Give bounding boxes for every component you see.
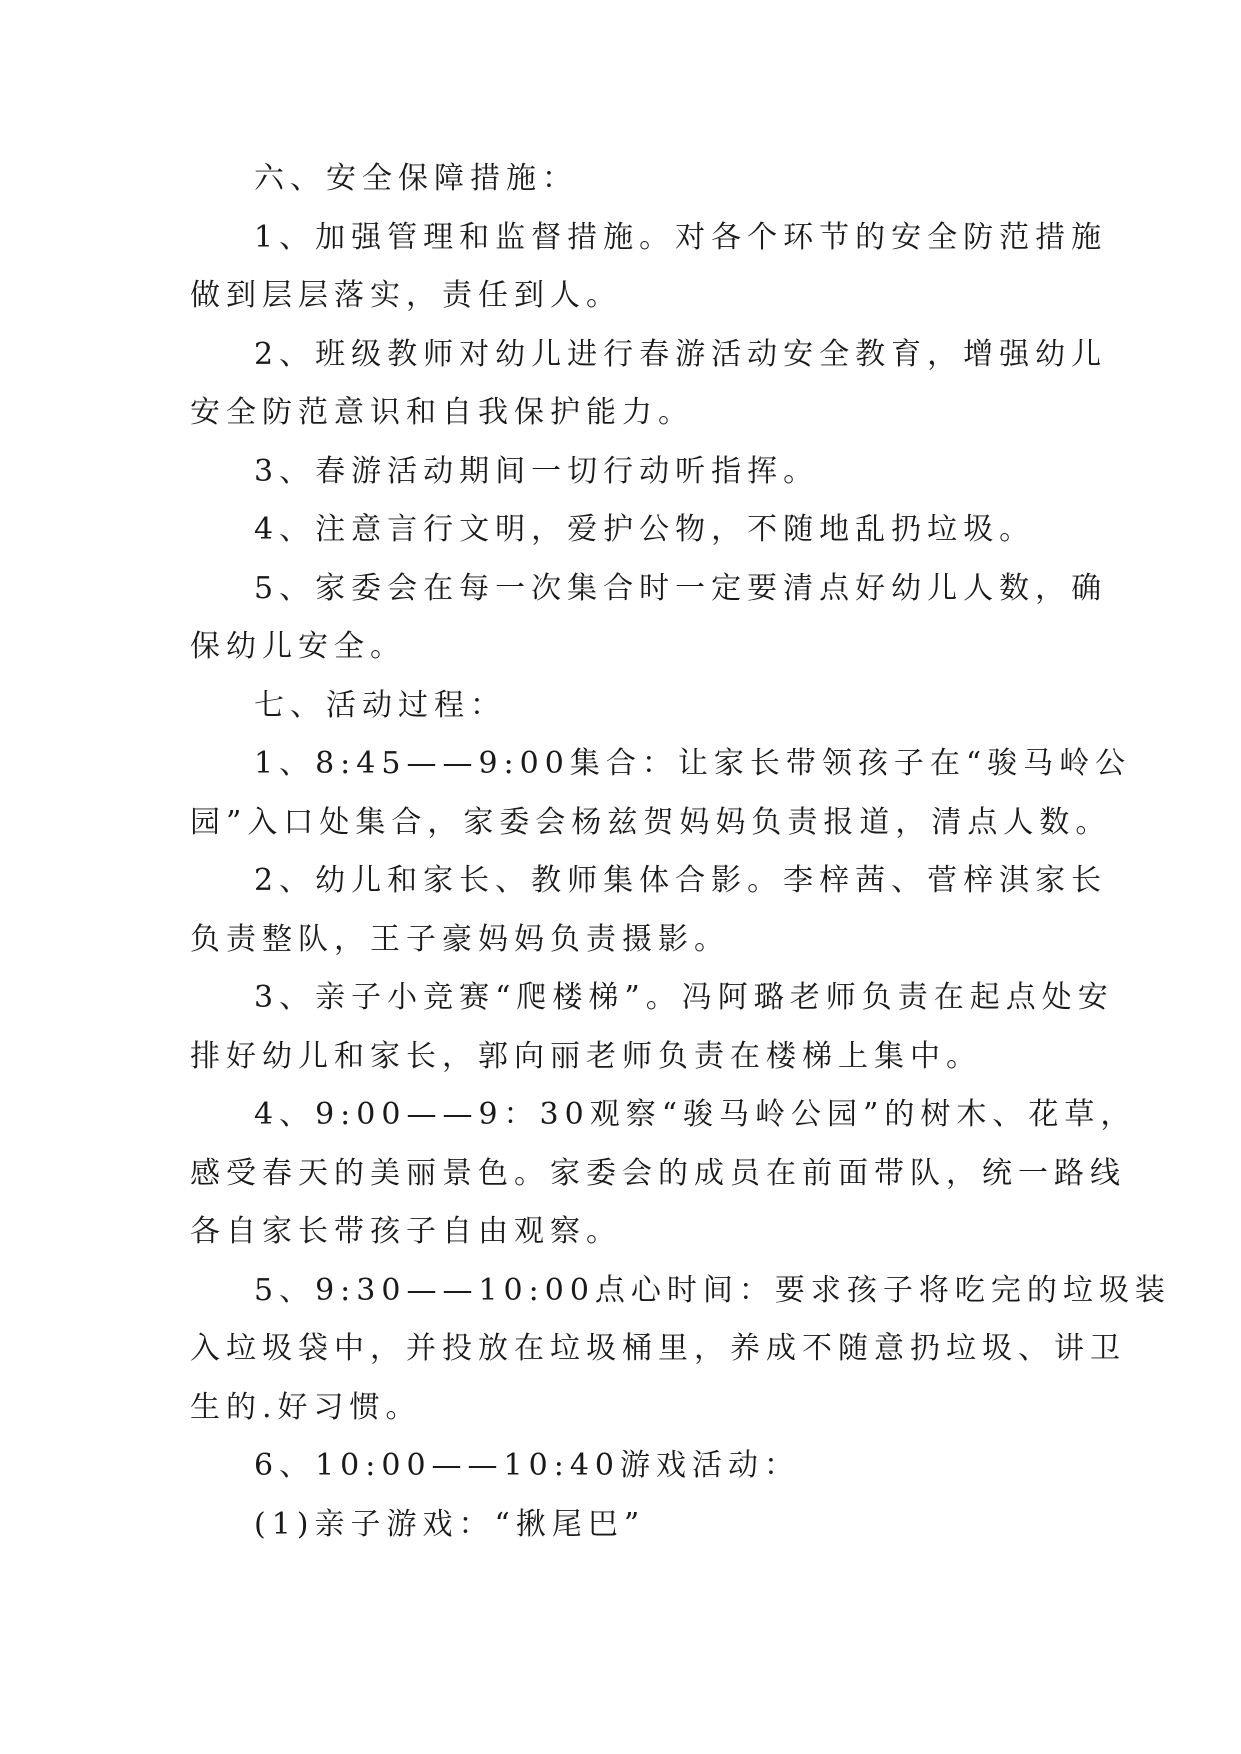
paragraph-line: 6、10:00——10:40游戏活动： xyxy=(254,1448,800,1483)
paragraph-line: 排好幼儿和家长，郭向丽老师负责在楼梯上集中。 xyxy=(190,1038,982,1074)
paragraph-line: 2、幼儿和家长、教师集体合影。李梓茜、菅梓淇家长 xyxy=(254,863,1108,898)
document-body xyxy=(190,150,1171,1554)
paragraph-line: 1、加强管理和监督措施。对各个环节的安全防范措施 xyxy=(254,219,1108,255)
paragraph-line: 入垃圾袋中，并投放在垃圾桶里，养成不随意扔垃圾、讲卫 xyxy=(190,1331,1126,1366)
paragraph-line: 4、9:00——9：30观察“骏马岭公园”的树木、花草， xyxy=(254,1097,1137,1132)
paragraph-line: 各自家长带孩子自由观察。 xyxy=(190,1214,622,1249)
paragraph-line: 2、班级教师对幼儿进行春游活动安全教育，增强幼儿 xyxy=(254,336,1108,372)
paragraph-line: 3、春游活动期间一切行动听指挥。 xyxy=(254,453,820,489)
section-heading-process: 七、活动过程： xyxy=(254,687,506,723)
paragraph-line: (1)亲子游戏：“揪尾巴” xyxy=(254,1506,646,1542)
paragraph-line: 生的.好习惯。 xyxy=(190,1389,422,1425)
paragraph-line: 1、8:45——9:00集合：让家长带领孩子在“骏马岭公 xyxy=(254,746,1132,781)
paragraph-line: 保幼儿安全。 xyxy=(190,629,406,664)
paragraph-line: 5、9:30——10:00点心时间：要求孩子将吃完的垃圾装 xyxy=(254,1272,1171,1308)
paragraph-line: 负责整队，王子豪妈妈负责摄影。 xyxy=(190,921,730,957)
paragraph-line: 做到层层落实，责任到人。 xyxy=(190,278,622,313)
paragraph-line: 感受春天的美丽景色。家委会的成员在前面带队，统一路线 xyxy=(190,1155,1126,1191)
paragraph-line: 4、注意言行文明，爱护公物，不随地乱扔垃圾。 xyxy=(254,512,1036,547)
section-heading-safety: 六、安全保障措施： xyxy=(254,161,578,196)
paragraph-line: 园”入口处集合，家委会杨兹贺妈妈负责报道，清点人数。 xyxy=(190,804,1112,840)
paragraph-line: 安全防范意识和自我保护能力。 xyxy=(190,395,694,430)
paragraph-line: 3、亲子小竞赛“爬楼梯”。冯阿璐老师负责在起点处安 xyxy=(254,980,1114,1015)
paragraph-line: 5、家委会在每一次集合时一定要清点好幼儿人数，确 xyxy=(254,570,1108,606)
